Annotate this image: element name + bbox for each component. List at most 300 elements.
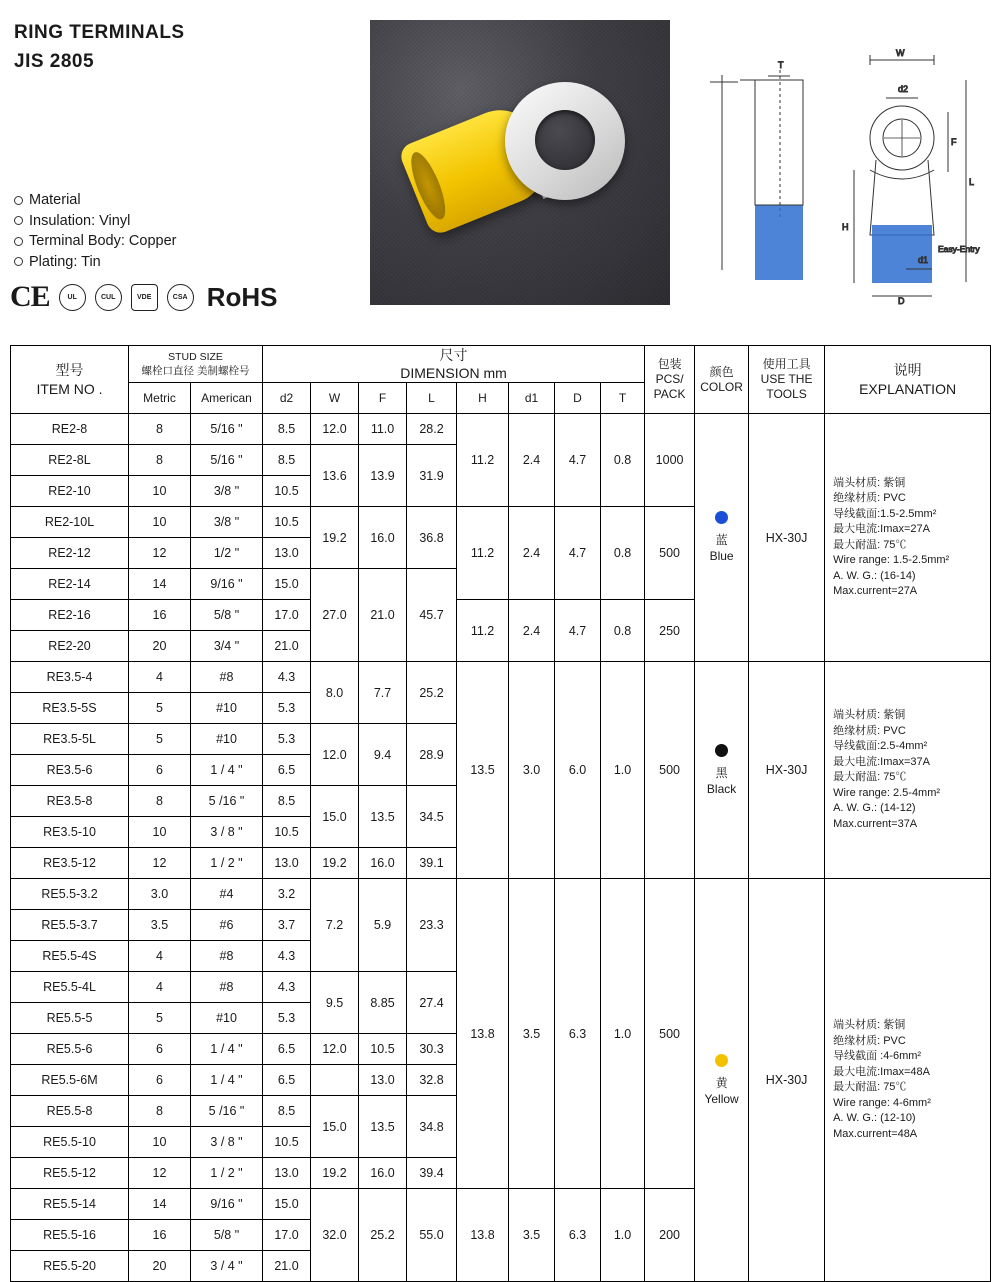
th-pack-en2: PACK xyxy=(653,387,686,401)
cell-color xyxy=(695,662,749,879)
cell-l: 25.2 xyxy=(407,662,457,724)
explanation-line: A. W. G.: (14-12) xyxy=(833,802,916,814)
cell-item-no: RE5.5-16 xyxy=(11,1220,129,1251)
bullet-icon xyxy=(14,216,23,225)
cell-f: 10.5 xyxy=(359,1034,407,1065)
explanation-line: 端头材质: 紫铜 xyxy=(833,709,906,721)
cell-d: 4.7 xyxy=(555,414,601,507)
cell-w: 12.0 xyxy=(311,724,359,786)
cell-metric: 20 xyxy=(129,631,191,662)
th-dim-en: DIMENSION mm xyxy=(400,365,507,381)
cell-american: #10 xyxy=(191,1003,263,1034)
cell-h: 13.8 xyxy=(457,879,509,1189)
cell-metric: 16 xyxy=(129,1220,191,1251)
color-name-en: Blue xyxy=(709,549,734,563)
th-tools-cn: 使用工具 xyxy=(762,357,811,371)
cell-l: 55.0 xyxy=(407,1189,457,1282)
cell-d2: 10.5 xyxy=(263,476,311,507)
cell-item-no: RE2-10L xyxy=(11,507,129,538)
table-row xyxy=(11,879,991,910)
cell-d2: 6.5 xyxy=(263,755,311,786)
cell-d2: 15.0 xyxy=(263,569,311,600)
product-photo xyxy=(370,20,670,305)
cell-american: 3/4 " xyxy=(191,631,263,662)
cell-item-no: RE3.5-10 xyxy=(11,817,129,848)
cell-item-no: RE5.5-3.2 xyxy=(11,879,129,910)
explanation-line: 最大耐温: 75℃ xyxy=(833,1081,907,1093)
cell-f: 8.85 xyxy=(359,972,407,1034)
table-head xyxy=(11,346,991,414)
cell-d2: 4.3 xyxy=(263,662,311,693)
cell-metric: 10 xyxy=(129,476,191,507)
cell-d2: 4.3 xyxy=(263,941,311,972)
cell-h: 11.2 xyxy=(457,507,509,600)
cell-american: #10 xyxy=(191,724,263,755)
cell-item-no: RE2-16 xyxy=(11,600,129,631)
cell-w: 15.0 xyxy=(311,1096,359,1158)
cell-d2: 15.0 xyxy=(263,1189,311,1220)
cell-w: 13.6 xyxy=(311,445,359,507)
th-t: T xyxy=(601,383,645,414)
material-item xyxy=(14,231,177,252)
cell-american: 3 / 8 " xyxy=(191,1127,263,1158)
table-body xyxy=(11,414,991,1282)
cell-w: 9.5 xyxy=(311,972,359,1034)
cell-w: 19.2 xyxy=(311,1158,359,1189)
color-swatch-icon xyxy=(715,1054,728,1067)
cell-w: 27.0 xyxy=(311,569,359,662)
cell-t: 1.0 xyxy=(601,662,645,879)
cell-item-no: RE5.5-8 xyxy=(11,1096,129,1127)
cell-american: #8 xyxy=(191,662,263,693)
cell-pack: 500 xyxy=(645,662,695,879)
th-item-no xyxy=(11,346,129,414)
table-row xyxy=(11,414,991,445)
cell-item-no: RE5.5-12 xyxy=(11,1158,129,1189)
cell-item-no: RE5.5-4S xyxy=(11,941,129,972)
th-stud-size xyxy=(129,346,263,383)
cell-american: 1 / 4 " xyxy=(191,1034,263,1065)
th-metric: Metric xyxy=(129,383,191,414)
svg-text:D: D xyxy=(898,296,905,305)
th-color-en: COLOR xyxy=(700,379,743,394)
cell-american: 3/8 " xyxy=(191,476,263,507)
cell-item-no: RE3.5-6 xyxy=(11,755,129,786)
technical-drawing-svg xyxy=(680,20,985,305)
th-stud-cn: 螺栓口直径 美制螺栓号 xyxy=(141,365,250,377)
cell-l: 27.4 xyxy=(407,972,457,1034)
cell-item-no: RE2-20 xyxy=(11,631,129,662)
material-item xyxy=(14,252,177,273)
cell-d1: 2.4 xyxy=(509,600,555,662)
cell-d: 4.7 xyxy=(555,507,601,600)
material-spec-list xyxy=(14,190,177,272)
cell-l: 39.1 xyxy=(407,848,457,879)
cell-d2: 10.5 xyxy=(263,1127,311,1158)
material-item-label: Plating: Tin xyxy=(29,253,101,270)
cell-d2: 5.3 xyxy=(263,1003,311,1034)
cell-l: 28.2 xyxy=(407,414,457,445)
explanation-line: 绝缘材质: PVC xyxy=(833,724,906,737)
specification-table xyxy=(10,345,991,1282)
color-name-cn: 黄 xyxy=(715,1075,728,1090)
cell-w: 12.0 xyxy=(311,414,359,445)
cell-american: 1 / 2 " xyxy=(191,848,263,879)
cell-item-no: RE5.5-20 xyxy=(11,1251,129,1282)
cell-l: 30.3 xyxy=(407,1034,457,1065)
th-tools-en2: TOOLS xyxy=(766,387,807,401)
photo-ring-body xyxy=(505,82,625,200)
cell-item-no: RE5.5-6M xyxy=(11,1065,129,1096)
spec-table-wrapper xyxy=(10,345,990,1282)
explanation-line: A. W. G.: (16-14) xyxy=(833,569,916,582)
cell-d2: 3.2 xyxy=(263,879,311,910)
cell-d2: 10.5 xyxy=(263,507,311,538)
ce-mark-icon: CE xyxy=(10,280,50,313)
explanation-line: 最大耐温: 75℃ xyxy=(833,538,907,551)
th-color-cn: 颜色 xyxy=(709,364,734,379)
title-line-1: RING TERMINALS xyxy=(14,22,185,43)
cell-item-no: RE5.5-3.7 xyxy=(11,910,129,941)
explanation-line: 导线截面:1.5-2.5mm² xyxy=(833,507,937,520)
cell-color xyxy=(695,414,749,662)
explanation-line: 端头材质: 紫铜 xyxy=(833,1019,906,1031)
th-w: W xyxy=(311,383,359,414)
cell-metric: 3.0 xyxy=(129,879,191,910)
cell-american: 5/8 " xyxy=(191,1220,263,1251)
cell-metric: 8 xyxy=(129,445,191,476)
cell-american: 5/16 " xyxy=(191,445,263,476)
explanation-line: Wire range: 4-6mm² xyxy=(833,1096,931,1109)
cell-item-no: RE2-8 xyxy=(11,414,129,445)
cell-d1: 3.5 xyxy=(509,1189,555,1282)
cell-american: 1 / 4 " xyxy=(191,1065,263,1096)
cell-american: 3/8 " xyxy=(191,507,263,538)
cell-l: 34.5 xyxy=(407,786,457,848)
cell-metric: 10 xyxy=(129,1127,191,1158)
cell-metric: 6 xyxy=(129,1034,191,1065)
cell-f: 7.7 xyxy=(359,662,407,724)
cell-w: 8.0 xyxy=(311,662,359,724)
vde-mark-icon: VDE xyxy=(131,284,158,311)
cell-american: 9/16 " xyxy=(191,569,263,600)
cell-d2: 5.3 xyxy=(263,693,311,724)
cell-metric: 6 xyxy=(129,755,191,786)
svg-text:W: W xyxy=(896,48,905,58)
cell-d2: 17.0 xyxy=(263,1220,311,1251)
ul-mark-icon: UL xyxy=(59,284,86,311)
cell-pack: 500 xyxy=(645,507,695,600)
cell-item-no: RE3.5-4 xyxy=(11,662,129,693)
th-explain-en: EXPLANATION xyxy=(859,380,957,397)
rohs-label: RoHS xyxy=(206,281,278,312)
page-title xyxy=(14,22,185,73)
cell-item-no: RE5.5-4L xyxy=(11,972,129,1003)
cell-f: 16.0 xyxy=(359,1158,407,1189)
th-explanation xyxy=(825,346,991,414)
cell-f: 16.0 xyxy=(359,848,407,879)
cell-item-no: RE2-10 xyxy=(11,476,129,507)
cell-d: 6.3 xyxy=(555,1189,601,1282)
cell-t: 0.8 xyxy=(601,600,645,662)
cell-tool: HX-30J xyxy=(749,662,825,879)
cell-w: 15.0 xyxy=(311,786,359,848)
cell-metric: 4 xyxy=(129,941,191,972)
bullet-icon xyxy=(14,257,23,266)
explanation-line: 绝缘材质: PVC xyxy=(833,492,906,504)
cell-american: 9/16 " xyxy=(191,1189,263,1220)
cell-american: 5 /16 " xyxy=(191,1096,263,1127)
cell-metric: 4 xyxy=(129,662,191,693)
material-item-label: Terminal Body: Copper xyxy=(29,233,177,249)
svg-text:T: T xyxy=(778,60,784,70)
title-line-2: JIS 2805 xyxy=(14,51,95,72)
cell-f: 21.0 xyxy=(359,569,407,662)
th-d1: d1 xyxy=(509,383,555,414)
cell-w: 32.0 xyxy=(311,1189,359,1282)
explanation-line: 最大耐温: 75℃ xyxy=(833,771,907,783)
cell-metric: 5 xyxy=(129,1003,191,1034)
cell-f: 13.9 xyxy=(359,445,407,507)
photo-ring-hole xyxy=(535,110,595,170)
explanation-line: 最大电流:Imax=48A xyxy=(833,1065,930,1078)
explanation-line: 绝缘材质: PVC xyxy=(833,1034,906,1047)
explanation-line: Max.current=27A xyxy=(833,585,918,597)
th-tools xyxy=(749,346,825,414)
cell-f: 9.4 xyxy=(359,724,407,786)
cell-d1: 2.4 xyxy=(509,507,555,600)
th-pack xyxy=(645,346,695,414)
csa-mark-icon: CSA xyxy=(167,284,194,311)
cell-metric: 16 xyxy=(129,600,191,631)
cell-t: 0.8 xyxy=(601,414,645,507)
th-f: F xyxy=(359,383,407,414)
th-explain-cn: 说明 xyxy=(893,361,922,378)
material-item xyxy=(14,211,177,232)
explanation-line: Max.current=48A xyxy=(833,1127,918,1140)
cell-l: 23.3 xyxy=(407,879,457,972)
explanation-line: 端头材质: 紫铜 xyxy=(833,476,906,489)
th-item-en: ITEM NO . xyxy=(36,380,103,397)
cell-d2: 5.3 xyxy=(263,724,311,755)
cell-d2: 13.0 xyxy=(263,1158,311,1189)
cell-d: 6.3 xyxy=(555,879,601,1189)
cell-d2: 21.0 xyxy=(263,1251,311,1282)
cell-tool: HX-30J xyxy=(749,879,825,1282)
cell-d2: 6.5 xyxy=(263,1065,311,1096)
cell-metric: 4 xyxy=(129,972,191,1003)
explanation-line: 导线截面 :4-6mm² xyxy=(833,1050,922,1062)
cell-metric: 5 xyxy=(129,693,191,724)
svg-text:Easy-Entry: Easy-Entry xyxy=(938,244,980,254)
cell-d2: 10.5 xyxy=(263,817,311,848)
cell-pack: 500 xyxy=(645,879,695,1189)
cell-american: #6 xyxy=(191,910,263,941)
cell-d2: 17.0 xyxy=(263,600,311,631)
color-swatch-icon xyxy=(715,744,728,757)
cell-explanation xyxy=(825,414,991,662)
cell-metric: 12 xyxy=(129,1158,191,1189)
cell-metric: 5 xyxy=(129,724,191,755)
cell-d2: 6.5 xyxy=(263,1034,311,1065)
cell-h: 13.5 xyxy=(457,662,509,879)
cell-w xyxy=(311,1065,359,1096)
cell-item-no: RE3.5-12 xyxy=(11,848,129,879)
cell-l: 31.9 xyxy=(407,445,457,507)
explanation-line: 导线截面:2.5-4mm² xyxy=(833,740,928,752)
cell-item-no: RE3.5-5L xyxy=(11,724,129,755)
cell-american: #8 xyxy=(191,972,263,1003)
cul-mark-icon: CUL xyxy=(95,284,122,311)
cell-item-no: RE2-12 xyxy=(11,538,129,569)
cell-t: 1.0 xyxy=(601,1189,645,1282)
cell-w: 12.0 xyxy=(311,1034,359,1065)
th-item-cn: 型号 xyxy=(55,361,84,378)
cell-american: #4 xyxy=(191,879,263,910)
cell-d1: 2.4 xyxy=(509,414,555,507)
cell-pack: 1000 xyxy=(645,414,695,507)
th-d: D xyxy=(555,383,601,414)
cell-metric: 8 xyxy=(129,1096,191,1127)
cell-metric: 8 xyxy=(129,414,191,445)
cell-d2: 3.7 xyxy=(263,910,311,941)
cell-w: 19.2 xyxy=(311,507,359,569)
cell-metric: 14 xyxy=(129,1189,191,1220)
cell-f: 13.5 xyxy=(359,1096,407,1158)
color-name-cn: 蓝 xyxy=(715,533,728,547)
cell-item-no: RE5.5-6 xyxy=(11,1034,129,1065)
cell-explanation xyxy=(825,662,991,879)
cell-item-no: RE5.5-5 xyxy=(11,1003,129,1034)
cell-f: 13.5 xyxy=(359,786,407,848)
cell-d2: 21.0 xyxy=(263,631,311,662)
cell-metric: 12 xyxy=(129,848,191,879)
cell-t: 1.0 xyxy=(601,879,645,1189)
cell-item-no: RE2-8L xyxy=(11,445,129,476)
th-stud-en: STUD SIZE xyxy=(168,351,223,363)
technical-drawing xyxy=(680,20,985,305)
explanation-line: 最大电流:Imax=27A xyxy=(833,523,930,535)
cell-item-no: RE2-14 xyxy=(11,569,129,600)
bullet-icon xyxy=(14,237,23,246)
cell-color xyxy=(695,879,749,1282)
cell-f: 16.0 xyxy=(359,507,407,569)
cell-metric: 20 xyxy=(129,1251,191,1282)
th-tools-en1: USE THE xyxy=(760,372,813,386)
header-row-1 xyxy=(11,346,991,383)
cell-l: 34.8 xyxy=(407,1096,457,1158)
cell-item-no: RE5.5-14 xyxy=(11,1189,129,1220)
th-color xyxy=(695,346,749,414)
cell-h: 11.2 xyxy=(457,600,509,662)
cell-american: 5 /16 " xyxy=(191,786,263,817)
cell-metric: 3.5 xyxy=(129,910,191,941)
material-heading: Material xyxy=(29,192,81,208)
cell-american: 3 / 4 " xyxy=(191,1251,263,1282)
svg-text:H: H xyxy=(842,222,849,232)
cell-d2: 8.5 xyxy=(263,414,311,445)
cell-f: 13.0 xyxy=(359,1065,407,1096)
cell-t: 0.8 xyxy=(601,507,645,600)
cell-d: 6.0 xyxy=(555,662,601,879)
cell-h: 11.2 xyxy=(457,414,509,507)
certification-logos xyxy=(10,280,277,314)
cell-metric: 12 xyxy=(129,538,191,569)
cell-f: 25.2 xyxy=(359,1189,407,1282)
cell-metric: 6 xyxy=(129,1065,191,1096)
explanation-line: A. W. G.: (12-10) xyxy=(833,1112,916,1124)
color-name-cn: 黑 xyxy=(715,765,728,780)
material-heading-row xyxy=(14,190,177,211)
explanation-line: Wire range: 1.5-2.5mm² xyxy=(833,554,950,566)
cell-american: 1 / 2 " xyxy=(191,1158,263,1189)
cell-l: 28.9 xyxy=(407,724,457,786)
color-swatch-icon xyxy=(715,511,728,524)
explanation-line: Max.current=37A xyxy=(833,817,918,830)
cell-l: 39.4 xyxy=(407,1158,457,1189)
cell-item-no: RE5.5-10 xyxy=(11,1127,129,1158)
cell-american: 5/8 " xyxy=(191,600,263,631)
th-dimension xyxy=(263,346,645,383)
th-pack-en1: PCS/ xyxy=(655,372,684,386)
cell-metric: 10 xyxy=(129,817,191,848)
cell-d2: 8.5 xyxy=(263,445,311,476)
cell-d1: 3.5 xyxy=(509,879,555,1189)
color-name-en: Black xyxy=(706,781,737,796)
cell-h: 13.8 xyxy=(457,1189,509,1282)
cell-american: 1/2 " xyxy=(191,538,263,569)
th-pack-cn: 包装 xyxy=(657,357,682,371)
cell-american: #10 xyxy=(191,693,263,724)
cell-w: 7.2 xyxy=(311,879,359,972)
cell-d1: 3.0 xyxy=(509,662,555,879)
th-d2: d2 xyxy=(263,383,311,414)
cell-l: 32.8 xyxy=(407,1065,457,1096)
cell-item-no: RE3.5-5S xyxy=(11,693,129,724)
cell-d2: 8.5 xyxy=(263,786,311,817)
cell-tool: HX-30J xyxy=(749,414,825,662)
cell-d2: 13.0 xyxy=(263,848,311,879)
th-l: L xyxy=(407,383,457,414)
cell-d: 4.7 xyxy=(555,600,601,662)
th-h: H xyxy=(457,383,509,414)
svg-text:F: F xyxy=(951,137,957,147)
cell-item-no: RE3.5-8 xyxy=(11,786,129,817)
cell-d2: 13.0 xyxy=(263,538,311,569)
material-item-label: Insulation: Vinyl xyxy=(29,212,131,229)
cell-american: 3 / 8 " xyxy=(191,817,263,848)
cell-explanation xyxy=(825,879,991,1282)
cell-l: 36.8 xyxy=(407,507,457,569)
svg-text:d1: d1 xyxy=(918,255,929,265)
cell-american: 5/16 " xyxy=(191,414,263,445)
cell-d2: 8.5 xyxy=(263,1096,311,1127)
cell-f: 5.9 xyxy=(359,879,407,972)
svg-text:d2: d2 xyxy=(898,84,909,94)
th-dim-cn: 尺寸 xyxy=(439,347,468,363)
th-american: American xyxy=(191,383,263,414)
explanation-line: Wire range: 2.5-4mm² xyxy=(833,786,941,799)
cell-d2: 4.3 xyxy=(263,972,311,1003)
bullet-icon xyxy=(14,196,23,205)
cell-metric: 8 xyxy=(129,786,191,817)
explanation-line: 最大电流:Imax=37A xyxy=(833,755,930,768)
cell-pack: 200 xyxy=(645,1189,695,1282)
cell-pack: 250 xyxy=(645,600,695,662)
cell-f: 11.0 xyxy=(359,414,407,445)
cell-w: 19.2 xyxy=(311,848,359,879)
cell-l: 45.7 xyxy=(407,569,457,662)
